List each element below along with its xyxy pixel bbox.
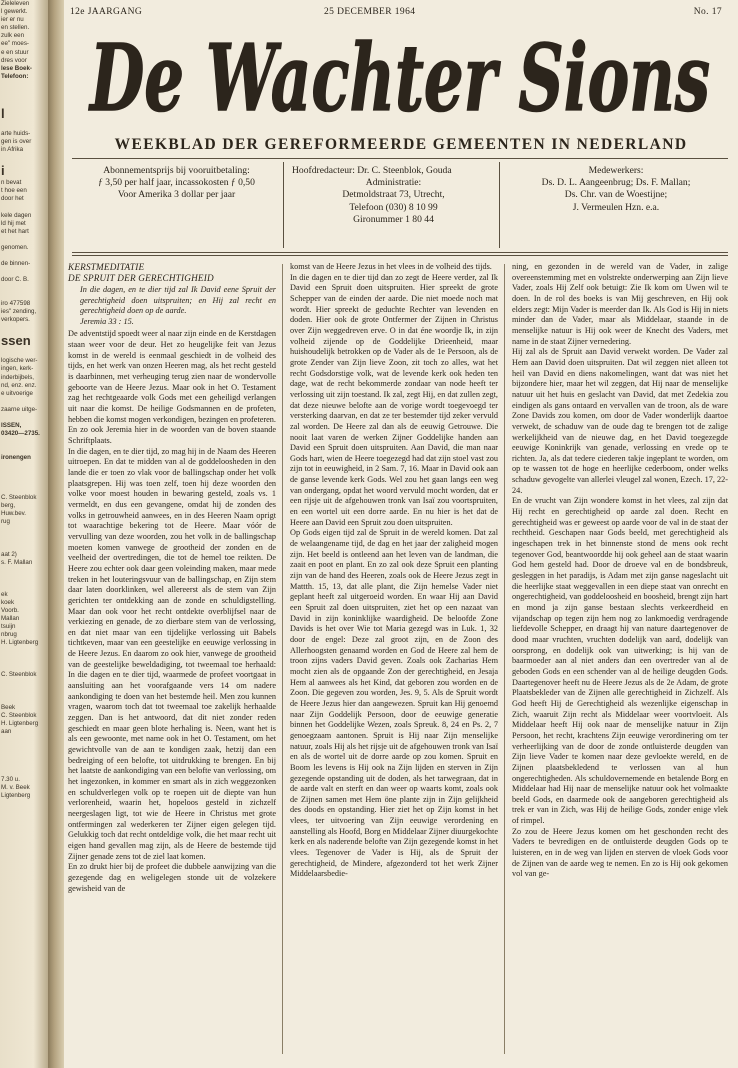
prev-page-line: in Afrika [1, 146, 24, 154]
prev-page-line [0, 575, 48, 583]
prev-page-line: rug [1, 518, 10, 526]
staff-line: Medewerkers: [588, 165, 644, 176]
prev-page-line [0, 204, 48, 212]
rule-bottom-double [72, 255, 728, 256]
prev-page-line [0, 284, 48, 292]
article-column-2 [290, 262, 498, 880]
editor-line: Gironummer 1 80 44 [353, 213, 434, 225]
issue-number: No. 17 [693, 7, 722, 17]
prev-page-line [0, 655, 48, 663]
masthead-title [82, 18, 718, 128]
prev-page-line [0, 478, 48, 486]
paragraph: En de vrucht van Zijn wondere komst in het vlees, zal zijn dat Hij recht en gerechtigheid op aarde zal doen. Recht en gerechtigheid was er geweest op aarde voor de val in de staat der rechtheid. Geschapen naar Gods beeld, met gerechtigheid als ingeschapen trek in het binnenste stond de mens ook recht tegenover God, beantwoordde hij ook geheel aan de staat waarin God hem gesteld had. Door de droeve val en de bondsbreuk, gesleggen in het paradijs, is Adam met zijn ganse nageslacht uit die heerlijke staat weggevallen in een diepe staat van onrecht en ongerechtigheid, van goddeloosheid en boosheid, brengt zijn hart en mond ja zijn ganse bestaan slechts verkeerdheid en vijandschap op tegen zijn hem nog zo lankmoedig verdragende liefdevolle Schepper, en draagt hij van nature daartegenover de dood maar vruchten, vruchten dodelijk van aard, dodelijk van oorsprong, en dodelijk ook van uitwerking; is hij van de baarmoeder aan al niet anders dan een overtreder van al de geboden Gods en een schender van al de heilige deugden Gods. Daartegenover heeft nu de Heere Jezus als de 2e Adam, de grote Plaatsbekleder van de Zijnen alle gerechtigheid in Zichzelf. Als God heeft Hij de Gerechtigheid als wezenlijke eigenschap in Zich, waaruit Zijn recht als Middelaar weer voortvloeit. Als Middelaar heeft Hij ook naar de menselijke natuur in Zijn Persoon, het recht, krachtens Zijn eeuwige verordinering om ter verheerlijking van de door de zonde ontluisterde deugden van Zijn lieve Vader te komen naar deze gevloekte wereld, en de Zijnen plaatsbekledend te verlossen van al hun ongerechtigheden. Als schuldovernemende en betalende Borg en Middelaar had Hij naar de menselijke natuur ook het volmaakte beeld Gods, en daarmede ook de aangeboren gerechtigheid als trek er van in Zich, was Hij de heilige Gods, zonder enige vlek of rimpel. [512, 496, 728, 826]
volume-label: 12e JAARGANG [70, 7, 143, 17]
prev-page-line [0, 252, 48, 260]
prev-page-line: e uitvoerige [1, 389, 33, 397]
prev-page-line: en stellen. [1, 24, 30, 32]
prev-page-line: nbrug [1, 631, 17, 639]
prev-page-line [0, 414, 48, 422]
prev-page-line: Huw.bev. [1, 510, 26, 518]
prev-page-line: nd, enz. enz. [1, 381, 37, 389]
prev-page-line [0, 760, 48, 768]
prev-page-line: ssen [1, 333, 31, 349]
prev-page-line: door het [1, 195, 24, 203]
prev-page-line: inderbijbels, [1, 373, 35, 381]
subscription-box [70, 162, 284, 248]
column-divider [282, 264, 283, 1054]
paragraph: In die dagen en te dier tijd dan zo zegt de Heere verder, zal Ik David een Spruit doen uitspruiten. Hier spreekt de grote Schepper van de einden der aarde. Die niet moede noch mat wordt. Hier spreekt de geduchte Rechter van levenden en doden. Hier ook de grote Ontfermer der Zijnen in Christus over Zijn weggedreven erve. O in dat éne woordje Ik, in zijn volheid zijende op de Goddelijke Drieenheid, maar huishoudelijk betrokken op de Vader als de 1e Persoon, als de grote Zender van Zijn lieve Zoon, zit toch zo alles, wat het recht Godsdorstige volk, wat de levende kerk ook heden ten dage, wat de recht bekommerde zondaar van node heeft ter verlossing uit zijn toestand. Ik zal, zegt Hij, en dat zullen zegt, dat deze nieuwe belofte aan de vorige wordt toegevoegd ter versterking daarvan, en dat ze ter bestemder tijd zeker vervuld zal worden. De Heere zal dan als de eeuwig Getrouwe. Die nooit laat varen de werken Zijner Goddelijke handen aan David een Spruit doen uitspruiten. Aan David, die man naar Gods hart, wien de Heere toegezegd had dat zijn stoel vast zou zijn tot in eeuwigheid, in 2 Sam. 7, 16. Maar in David ook aan de ganse levende kerk Gods. Wel zou het gaan langs een weg van ondergang, opdat het woord vervuld mocht worden, dat er een rijsje uit de afgehouwen tronk van Isaï zou voortspruiten, en een wortel uit een dorre aarde. En nu hier is het dat de Heere aan David een Spruit zou doen uitspruiten. [290, 272, 498, 527]
prev-page-line: aat 2) [1, 550, 17, 558]
prev-page-line: Ligtenberg [1, 792, 31, 800]
editor-line: Telefoon (030) 8 10 99 [349, 201, 438, 213]
prev-page-line [0, 752, 48, 760]
prev-page-line: zaarne uitge- [1, 405, 38, 413]
prev-page-line [0, 446, 48, 454]
prev-page-line [0, 292, 48, 300]
prev-page-line: Voorb. [1, 606, 19, 614]
prev-page-line: ld hij met [1, 219, 26, 227]
prev-page-line: lese Boek- [1, 64, 32, 72]
masthead-subtitle: WEEKBLAD DER GEREFORMEERDE GEMEENTEN IN NEDERLAND [114, 136, 688, 153]
paragraph: De adventstijd spoedt weer al naar zijn einde en de Kerstdagen staan weer voor de deur. Het zo heugelijke feit van Jezus komst in de wereld is eenmaal geschiedt in de volheid des tijds, en het werk van onzen Heeren mag, als het recht gesteld is daarbinnen, met verheuging terug zien naar de wondervolle geboorte van de Heere Jezus. Maar ook in het O. Testament zag het rechtgeaarde volk Gods met een geheiligd verlangen uit naar die komst. De heilige Godsmannen en de profeten, hebben die komst mogen verkondigen, bezingen en profeteren. En zo ook Jeremia hier in de woorden van de boven staande Schriftplaats. [68, 329, 276, 445]
previous-page-edge [0, 0, 48, 1068]
prev-page-line: verkopers. [1, 316, 30, 324]
prev-page-line [0, 89, 48, 97]
paragraph: ning, en gezonden in de wereld van de Vader, in zalige overeenstemming met en volstrekte onderwerping aan Zijn lieve Vader, zoals Hij Zelf ook betuigt: Zie Ik kom om Uwen wil te doen. In de rol des boeks is van Mij geschreven, en Hij ook elders zegt: Mijn Vader is meerder dan Ik. Als God is Hij in niets minder dan de Vader, maar als Middelaar, staande in de menselijke natuur is Hij ook weer de Knecht des Vaders, met name in de staat Zijner vernedering. [512, 262, 728, 346]
prev-page-line [0, 696, 48, 704]
prev-page-line [0, 768, 48, 776]
newspaper-page [64, 0, 738, 1068]
subscription-line: ƒ 3,50 per half jaar, incassokosten ƒ 0,50 [98, 177, 255, 189]
prev-page-line [0, 680, 48, 688]
paragraph: En zo drukt hier bij de profeet die dubbele aanwijzing van die gezegende dag en weligelegen stonde uit de volzekere gewisheid van de [68, 862, 276, 893]
prev-page-line: ironengen [1, 454, 31, 462]
prev-page-line: C. Steenblok [1, 494, 37, 502]
scripture-verse: In die dagen, en te dier tijd zal Ik David eene Spruit der gerechtigheid doen uitspruiten; en Hij zal recht en gerechtigheid doen op de aarde. [80, 285, 276, 316]
prev-page-line [0, 567, 48, 575]
prev-page-line [0, 744, 48, 752]
paragraph: Zo zou de Heere Jezus komen om het geschonden recht des Vaders te bevredigen en de ontluisterde deugden Gods op te luisteren, en in de weg van lijden en sterven de vloek Gods voor de Zijnen van de aarde weg te nemen. En zo is Hij ook gekomen vol van ge- [512, 826, 728, 879]
paragraph: komst van de Heere Jezus in het vlees in de volheid des tijds. [290, 262, 492, 271]
article-heading: KERSTMEDITATIE [68, 262, 145, 272]
prev-page-line: de binnen- [1, 259, 31, 267]
prev-page-line: koek [1, 598, 15, 606]
prev-page-line: iro 477598 [1, 300, 31, 308]
prev-page-line: zulk een [1, 32, 25, 40]
prev-page-line [0, 736, 48, 744]
prev-page-line: i [1, 163, 5, 179]
prev-page-line: ingen, kerk- [1, 365, 34, 373]
prev-page-line: tsuijn [1, 623, 16, 631]
prev-page-line [0, 527, 48, 535]
prev-page-line: ISSEN, [1, 421, 22, 429]
prev-page-line: e en stuur [1, 48, 29, 56]
prev-page-line [0, 97, 48, 105]
prev-page-line [0, 583, 48, 591]
prev-page-line: t hoe een [1, 187, 27, 195]
prev-page-line: ies" zending, [1, 308, 37, 316]
editor-line: Hoofdredacteur: Dr. C. Steenblok, Gouda [292, 165, 452, 176]
prev-page-line: C. Steenblok [1, 671, 37, 679]
rule-top [72, 158, 728, 159]
prev-page-line [0, 438, 48, 446]
prev-page-line: ek [1, 590, 8, 598]
prev-page-line: genomen. [1, 243, 29, 251]
prev-page-line [0, 349, 48, 357]
prev-page-line: C. Steenblok [1, 711, 37, 719]
article-subheading: DE SPRUIT DER GERECHTIGHEID [68, 273, 214, 283]
prev-page-line: H. Ligtenberg [1, 639, 39, 647]
prev-page-line [0, 122, 48, 130]
prev-page-line [0, 236, 48, 244]
subscription-line: Voor Amerika 3 dollar per jaar [117, 189, 236, 201]
article-column-3 [512, 262, 728, 880]
prev-page-line: aan [1, 727, 12, 735]
staff-line: J. Vermeulen Hzn. e.a. [572, 201, 660, 213]
prev-page-line [0, 268, 48, 276]
prev-page-line: kele dagen [1, 211, 32, 219]
staff-line: Ds. Chr. van de Woestijne; [564, 189, 668, 201]
prev-page-line: ee" moes- [1, 40, 29, 48]
editor-box [288, 162, 500, 248]
prev-page-line [0, 688, 48, 696]
blackletter-logo [82, 18, 718, 128]
editor-line: Administratie: [365, 177, 422, 189]
prev-page-line: n bevat [1, 179, 22, 187]
prev-page-line: M. v. Beek [1, 783, 30, 791]
prev-page-line: gen is over [1, 138, 32, 146]
prev-page-line [0, 81, 48, 89]
prev-page-line [0, 470, 48, 478]
prev-page-line: 7.30 u. [1, 775, 20, 783]
prev-page-line: Telefoon: [1, 72, 29, 80]
prev-page-line [0, 154, 48, 162]
prev-page-line: logische wer- [1, 357, 38, 365]
prev-page-line: Beek [1, 703, 16, 711]
prev-page-line: et het hart [1, 227, 29, 235]
paragraph: In die dagen, en te dier tijd, zo mag hij in de Naam des Heeren uitroepen. En dat te midden van al de goddeloosheden in den lande die er toen zo vlak voor de ballingschap onder het volk plaatsgrepen. Hij was toen zelf, toen hij deze woorden den volke voor moest houden in bewaring gesteld, zoals vs. 1 vermeldt, en dus een gevangene, omdat hij de zonden des volks in getrouwheid aanwees, en in des Heeren Naam oprigt tot waarachtige bekering tot de Heere. Maar vóór de vervulling van deze woorden, zou het volk in de ballingschap moeten komen vanwege de grootheid der zonden en de veelheid der overtredingen, die tot de hemel toe reikten. De Heere zou echter ook daar geen voleinding maken, maar mede treken in het louteringsvuur van de ballingschap, en Zijn stem daar laten doorklinken, wel allereerst als de stem van Zijn gerichten ter ontdekking aan de zonde en schuldigstelling. Maar dan ook voor het recht ontdekte overblijfsel naar de verkiezing en genade, de zo dierbare stem van de verlossing, en dat niet maar van een tijdelijke verlossing uit Babels tichtkeven, maar van een geestelijke en eeuwige verlossing in de Heere Jezus. En daarom zo ook hier, vanwege de grootheid van de geestelijke beweldadiging, tot tweemaal toe herhaald: In die dagen en te dier tijd, waarmede de profeet voortgaat in aansluiting aan het voorafgaande vers 14 om nadere aankondiging te doen van het bestemde heil. Men zou kunnen vragen, waarom toch dat tot tweemaal toe zakelijk herhaalde zeggen. Dan is het antwoord, dat dit niet zonder reden geschiedt en maar geen blote herhaling is. Neen, want het is als een gewoonte, met name ook in het O. Testament, om het gewichtvolle van de aan te kondigen zaak, hetzij dan een bedreiging of een belofte, tot uitdrukking te brengen. En bij het laatste de aankondiging van een belofte van verlossing, om het ingezonken, in kommer en smart als in zich weggezonken en schuldverlegen volk op te roepen uit de diepte van hun verlorenheid, waarin het, hopeloos gesteld in zichzelf neergeslagen ligt, tot wie de Heere in Christus met grote ontfermingen zal wederkeren ter Zijner eigen gelegen tijd. Gelukkig toch dat recht ontdeldige volk, die het maar recht uit eigen hand gevallen mag zijn, als de Heere de bestemde tijd Zijner genade zens tot de ziel laat komen. [68, 446, 276, 861]
rule-bottom [72, 252, 728, 253]
prev-page-line: berg, [1, 502, 16, 510]
prev-page-line: s. F. Mallan [1, 558, 33, 566]
paragraph: Hij zal als de Spruit aan David verwekt worden. De Vader zal Hem aan David doen uitspruiten. Dat wil zeggen niet alleen tot heil van David en diens nakomelingen, want dat was niet het bijzondere hier, maar het wil zeggen, dat Hij naar de menselijke natuur uit het huis en geslacht van David, dat met Zedekia zou eindigen als gans ontaard en vervallen van de troon, als de ware Zone Davids zou komen, om door de Vader wonderlijk daartoe verwekt, de schaduw van de oude dag te brengen tot de zalige werkelijkheid van de nieuwe dag, en het David toegezegde eeuwige Koninkrijk van genade, verlossing en vrede op te richten. Ja, als dat tedere ciederen takje ingeplant te worden, om op te wassen tot de hoge en heerlijke cederboom, onder welks schaduw gevogelte van allerlei vleugel zal wonen, Ezech. 17, 22-24. [512, 347, 728, 495]
staff-line: Ds. D. L. Aangeenbrug; Ds. F. Mallan; [541, 177, 691, 189]
prev-page-line: dres voor [1, 56, 27, 64]
prev-page-line [0, 462, 48, 470]
masthead-text: De Wachter Sions [87, 24, 711, 128]
editor-line: Detmoldstraat 73, Utrecht, [342, 189, 445, 201]
prev-page-line [0, 647, 48, 655]
paragraph: Op Gods eigen tijd zal de Spruit in de wereld komen. Dat zal de welaangename tijd, de dag en het jaar der zaligheid mogen zijn. Het beeld is ontleend aan het leven van de landman, die zaait en poot en plant. En zo zal ook deze Spruit een planting zijn van de hand des Heeren, zoals ook de Heere Jezus zegt in Mattth. 15, 13, dat alle plant, die Zijn hemelse Vader niet geplant heeft zal uitgeroeid worden. En waar Hij aan David een Spruit zal doen uitspruiten, ziet het op een nazaat van David in zijn koninklijke waardigheid. De beloofde Zone Davids is het over Wie tot Maria gezegd was in Luk. 1, 32 door de engel: Deze zal groot zijn, en de Zoon des Allerhoogsten genaamd worden en God de Heere zal hem de troon zijns vaders David geven. Zoals ook Zacharias Hem mocht zien als de opgaande Zon der gerechtigheid, en Jesaja Hem al aanwees als het Kind, dat geboren zou worden en de Zoon. Die gegeven zou worden, Jes. 9, 5. Als de Spruit wordt de Heere Jezus hier dan aangewezen. Spruit kan Hij genoemd naar Zijn Goddelijk Persoon, door de eeuwige generatie binnen het Goddelijke Wezen, zoals Spreuk. 8, 24 en Ps. 2, 7 genoegzaam aantonen. Spruit is Hij naar Zijn menselijke natuur, zoals Hij als het rijsje uit de afgehouwen tronk van Isaï en als de wortel uit de dorre aarde op zou komen. Spruit en Boom les levens is Hij ook na Zijn lijden en sterven in Zijn gezegende opstanding uit de doden, als het tarwegraan, dat in de aarde valt en sterft en dan weer op waarts komt, zoals ook de Zijnen samen met Hem öne plante zijn in Zijn gelijkheid des doods en opstanding. Hier ziet het op Zijn komst in het vlees, ter uitvoering van Zijn eeuwige verordening en aanstelling als Hoofd, Borg en Middelaar Zijner diuurgekochte kerk en als naderende belofte van Zijn gezegende komst in het vlees. Tegenover de Vader is Hij, als de Spruit der gerechtigheid, de Mindere, afgezonderd tot het werk Zijner Middelaarsbedie- [290, 528, 498, 879]
prev-page-line: 03420—2735. [1, 430, 40, 437]
prev-page-line [0, 663, 48, 671]
prev-page-line: l gewerkt. [1, 8, 28, 16]
prev-page-line [0, 486, 48, 494]
issue-date: 25 DECEMBER 1964 [324, 7, 416, 17]
prev-page-line: H. Ligtenberg [1, 719, 39, 727]
prev-page-line [0, 398, 48, 406]
scripture-reference: Jeremia 33 : 15. [80, 316, 134, 326]
prev-page-line: ier er nu [1, 16, 24, 24]
prev-page-line: arte huids- [1, 129, 31, 137]
staff-box [504, 162, 728, 248]
prev-page-line: door C. B. [1, 275, 29, 283]
prev-page-line: Zieleleven [1, 0, 30, 7]
prev-page-line [0, 543, 48, 551]
article-columns [68, 262, 732, 1068]
prev-page-line [0, 535, 48, 543]
prev-page-line: Mallan [1, 615, 20, 623]
binding-gutter [48, 0, 64, 1068]
prev-page-line: l [1, 105, 5, 121]
article-column-1 [68, 262, 276, 894]
prev-page-line [0, 324, 48, 332]
subscription-line: Abonnementsprijs bij vooruitbetaling: [103, 165, 250, 176]
column-divider [504, 264, 505, 1054]
